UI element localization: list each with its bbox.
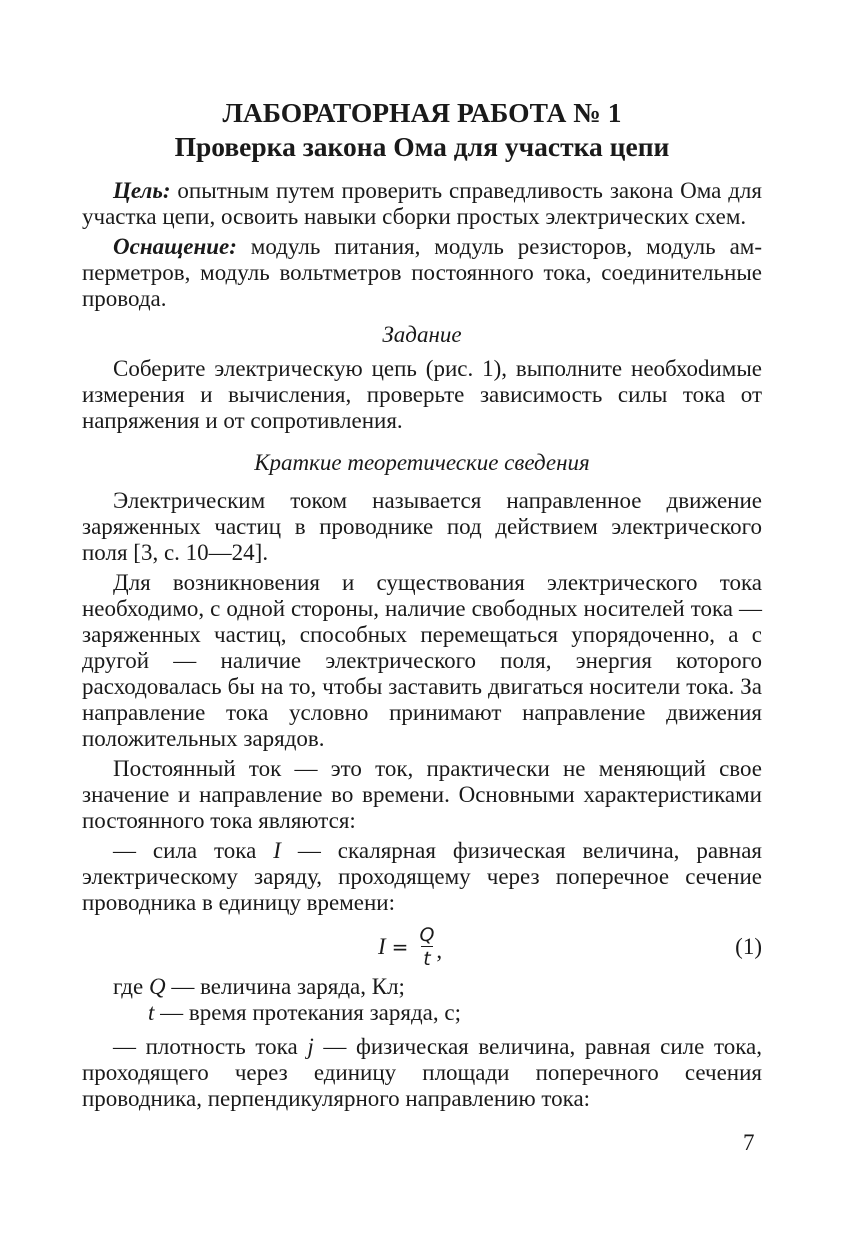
equipment-paragraph	[82, 234, 762, 312]
where-line-1	[82, 974, 762, 1000]
current-text: — скалярная физическая величина, равная электрическому заряду, проходящему через поперечное сечение проводника в единицу времени:	[82, 838, 762, 915]
title-line-2: Проверка закона Ома для участка цепи	[174, 131, 670, 162]
goal-text: опытным путем проверить справедливость закона Ома для участка цепи, освоить навыки сборки простых электрических схем.	[82, 178, 762, 229]
where-symbol-t: t	[148, 1000, 155, 1025]
formula-fraction	[417, 924, 436, 971]
theory-heading: Краткие теоретические сведения	[254, 450, 590, 475]
where-prefix: где	[113, 974, 149, 999]
density-text: — физическая величина, равная силе тока, проходящего через единицу площади поперечного сечения проводника, перпендикулярного направлению тока:	[82, 1034, 762, 1111]
theory-paragraph-3: Постоянный ток — это ток, практически не меняющий свое значение и направление во времени. Основными характеристиками постоянного тока являются:	[82, 756, 762, 833]
title-line-1: ЛАБОРАТОРНАЯ РАБОТА № 1	[222, 97, 622, 128]
formula-expression	[378, 920, 442, 974]
current-prefix: — сила тока	[113, 838, 274, 863]
density-prefix: — плотность тока	[113, 1034, 308, 1059]
goal-label: Цель:	[113, 178, 171, 203]
where-symbol-q: Q	[148, 974, 166, 999]
formula-lhs: I	[378, 934, 386, 959]
current-symbol: I	[273, 838, 281, 863]
where-line-2	[82, 1000, 762, 1026]
formula-1	[82, 920, 762, 974]
theory-paragraph-2: Для возникновения и существования электрического тока необходимо, с одной стороны, наличие свободных носителей тока — заряженных частиц, способных перемещаться упорядоченно, а с другой — наличие электрического поля, энергия которого расходовалась бы на то, чтобы заставить двигаться носители тока. За направление тока условно принимают направление движения положительных зарядов.	[82, 570, 762, 751]
formula-numerator: Q	[419, 923, 435, 946]
where-text-t: — время протекания заряда, с;	[154, 1000, 461, 1025]
task-heading: Задание	[382, 322, 462, 347]
task-text: Соберите электрическую цепь (рис. 1), выполните необхоdимые измерения и вычисления, проверьте зависимость силы тока от напряжения и от сопротивления.	[82, 356, 762, 433]
density-definition	[82, 1034, 762, 1112]
formula-denominator: t	[423, 947, 431, 970]
equipment-text: модуль питания, модуль резисторов, модуль амперметров, модуль вольтметров постоянного тока, соединительные провода.	[82, 234, 762, 311]
current-definition	[82, 838, 762, 916]
where-text-q: — величина заряда, Кл;	[165, 974, 405, 999]
goal-paragraph	[82, 178, 762, 230]
formula-number: (1)	[735, 934, 762, 959]
density-symbol: j	[307, 1034, 314, 1059]
page-content	[82, 96, 762, 1112]
equipment-label: Оснащение:	[113, 234, 237, 259]
page-title	[82, 96, 762, 164]
formula-comma: ,	[436, 938, 443, 963]
page-number: 7	[743, 1130, 755, 1155]
formula-equals: =	[391, 935, 409, 959]
theory-paragraph-1: Электрическим током называется направленное движение заряженных частиц в проводнике под действием электрического поля [3, с. 10—24].	[82, 488, 762, 565]
